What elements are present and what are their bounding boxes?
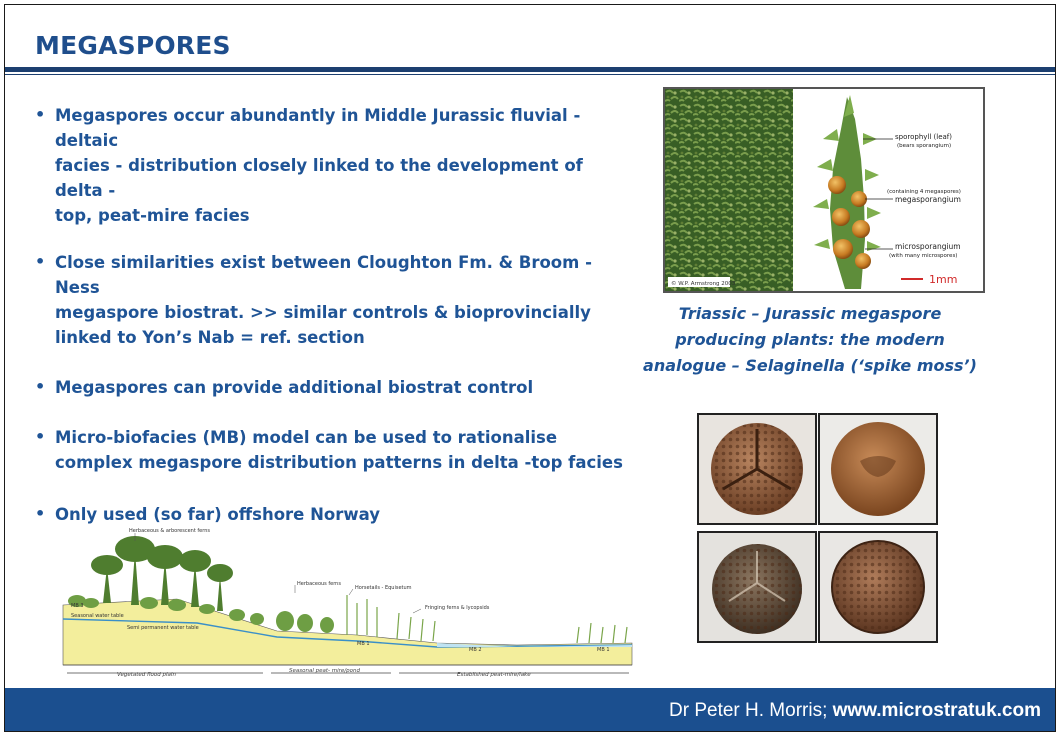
title-rule	[5, 67, 1055, 72]
megaspore-graphic	[699, 415, 815, 523]
megaspore-image	[818, 413, 938, 525]
footer-author: Dr Peter H. Morris;	[669, 700, 828, 721]
bullet-text: Megaspores can provide additional biostrat control	[55, 378, 534, 397]
label-mb3: MB 3	[71, 603, 84, 609]
megaspore-image	[697, 413, 817, 525]
label-zone-left: Vegetated flood plain	[117, 672, 176, 678]
footer-bar	[5, 689, 1055, 731]
label-mb1: MB 1	[357, 641, 370, 647]
label-horsetails: Horsetails - Equisetum	[355, 585, 412, 591]
selaginella-photo	[663, 87, 985, 293]
label-ferns: Herbaceous & arborescent ferns	[129, 528, 210, 534]
bullet-dot: •	[35, 252, 46, 271]
biofacies-diagram	[57, 523, 637, 685]
megaspore-image	[697, 531, 817, 643]
slide	[4, 4, 1056, 732]
label-zone-right: Established peat-mire/lake	[457, 672, 531, 678]
footer-credit	[669, 700, 1041, 722]
title-rule-thin	[5, 74, 1055, 75]
label-watertable-low: Seasonal water table	[71, 613, 124, 619]
bullet-dot: •	[35, 377, 46, 396]
label-microsporangium-sub: (with many microspores)	[889, 253, 958, 259]
bullet-dot: •	[35, 427, 46, 446]
bullet-text: Micro-biofacies (MB) model can be used to rationalise complex megaspore distribution patterns in delta -top facies	[55, 428, 623, 472]
label-sporophyll: sporophyll (leaf)	[895, 133, 952, 141]
label-pteridophytes: Fringing ferns & lycopsids	[425, 605, 490, 611]
bullet-dot: •	[35, 504, 46, 523]
slide-title: MEGASPORES	[35, 31, 231, 60]
label-megasporangium: megasporangium	[895, 195, 961, 204]
selaginella-photo-graphic	[665, 89, 983, 291]
label-microsporangium: microsporangium	[895, 242, 961, 251]
label-scale: 1mm	[929, 273, 958, 286]
bullet-dot: •	[35, 105, 46, 124]
label-mb2: MB 2	[469, 647, 482, 653]
bullet-item	[33, 250, 633, 350]
label-sporophyll-sub: (bears sporangium)	[897, 143, 952, 149]
bullet-text: Only used (so far) offshore Norway	[55, 505, 381, 524]
photo-caption	[635, 301, 985, 379]
bullet-text: Close similarities exist between Cloughton Fm. & Broom -Ness megaspore biostrat. >> similar controls & bioprovincially linked to Yon’s Nab = ref. section	[55, 253, 592, 347]
megaspore-graphic	[820, 533, 936, 641]
bullet-item	[33, 375, 633, 400]
photo-copyright: © W.P. Armstrong 2003	[671, 281, 736, 287]
bullet-item	[33, 103, 633, 228]
bullet-item	[33, 425, 633, 475]
label-herbaceous: Herbaceous ferns	[297, 581, 341, 587]
bullet-text: Megaspores occur abundantly in Middle Jurassic fluvial -deltaic facies - distribution closely linked to the development of delta - top, peat-mire facies	[55, 106, 583, 225]
label-mb-right: MB 1	[597, 647, 610, 653]
megaspore-graphic	[820, 415, 936, 523]
megaspore-graphic	[699, 533, 815, 641]
label-zone-mid: Seasonal peat- mire/pond	[289, 668, 360, 674]
caption-text: Triassic – Jurassic megaspore producing plants: the modern analogue – Selaginella (‘spike moss’)	[643, 304, 977, 375]
label-watertable-perm: Semi permanent water table	[127, 625, 199, 631]
megaspore-image	[818, 531, 938, 643]
label-megasporangium-sub: (containing 4 megaspores)	[887, 189, 961, 195]
footer-url[interactable]: www.microstratuk.com	[832, 700, 1041, 721]
bullet-list	[33, 103, 633, 527]
biofacies-diagram-graphic	[57, 523, 637, 685]
